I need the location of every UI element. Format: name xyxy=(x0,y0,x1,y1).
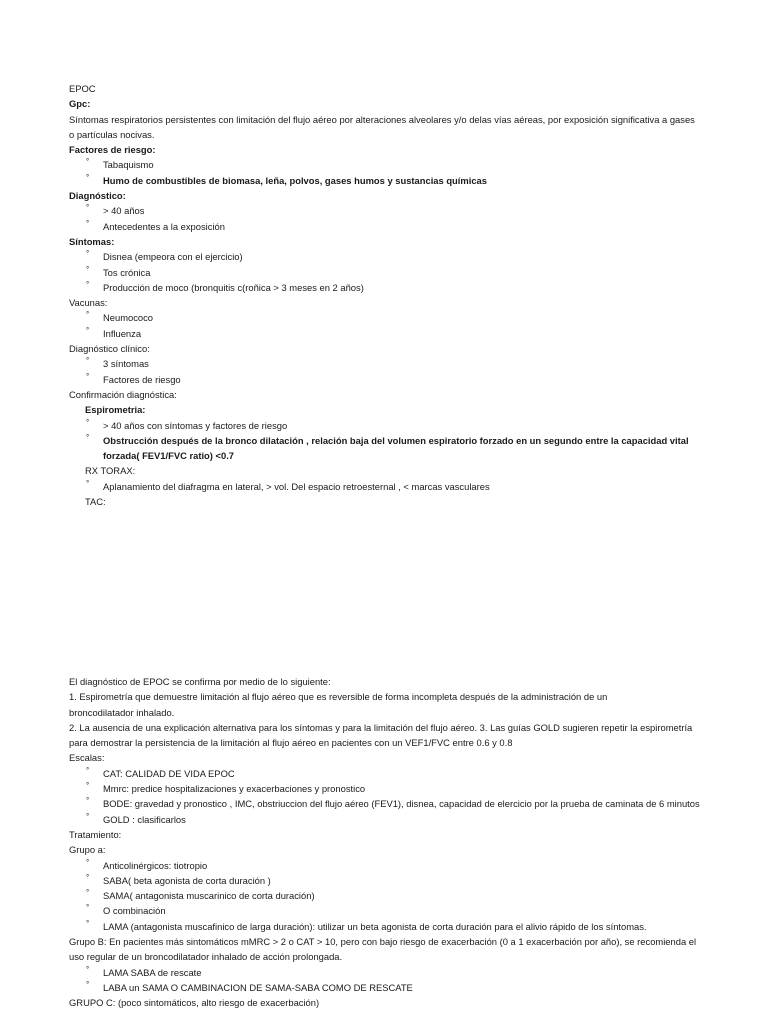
list-item: ° Mmrc: predice hospitalizaciones y exacerbaciones y pronostico xyxy=(69,781,709,796)
bullet-icon: ° xyxy=(86,157,90,167)
bullet-icon: ° xyxy=(86,249,90,259)
spirometry-heading: Espirometria: xyxy=(85,404,146,416)
bullet-icon: ° xyxy=(86,781,90,791)
list-item: ° Neumococo xyxy=(69,310,709,325)
rx-heading: RX TORAX: xyxy=(85,465,136,477)
doc-title: EPOC xyxy=(69,83,96,94)
bullet-icon: ° xyxy=(86,203,90,213)
list-item: ° Antecedentes a la exposición xyxy=(69,219,709,234)
bullet-icon: ° xyxy=(86,432,90,442)
gpc-label: Gpc: xyxy=(69,98,91,110)
bullet-icon: ° xyxy=(86,218,90,228)
treatment-heading: Tratamiento: xyxy=(69,828,122,840)
group-a-heading: Grupo a: xyxy=(69,844,106,856)
risk-heading: Factores de riesgo: xyxy=(69,144,156,156)
vaccines-heading: Vacunas: xyxy=(69,297,108,309)
bullet-icon: ° xyxy=(86,478,90,488)
bullet-icon: ° xyxy=(86,417,90,427)
section-epoc xyxy=(69,81,709,509)
bullet-icon: ° xyxy=(86,903,90,913)
list-item: ° LAMA SABA de rescate xyxy=(69,965,709,980)
confirmation-heading: Confirmación diagnóstica: xyxy=(69,388,177,400)
paragraph: 1. Espirometría que demuestre limitación al flujo aéreo que es reversible de forma incompleta después de la administración de un broncodilatador inhalado. xyxy=(69,691,608,718)
list-item: ° Obstrucción después de la bronco dilatación , relación baja del volumen espiratorio forzado en un segundo entre la capacidad vital forzada( FEV1/FVC ratio) <0.7 xyxy=(69,433,703,464)
bullet-icon: ° xyxy=(86,811,90,821)
list-item: ° Humo de combustibles de biomasa, leña, polvos, gases humos y sustancias químicas xyxy=(69,173,709,188)
list-item: ° O combinación xyxy=(69,903,709,918)
bullet-icon: ° xyxy=(86,310,90,320)
bullet-icon: ° xyxy=(86,918,90,928)
list-item: ° Aplanamiento del diafragma en lateral, > vol. Del espacio retroesternal , < marcas vasculares xyxy=(69,479,709,494)
bullet-icon: ° xyxy=(86,172,90,182)
list-item: ° Disnea (empeora con el ejercicio) xyxy=(69,249,709,264)
list-item: ° Producción de moco (bronquitis c(roñica > 3 meses en 2 años) xyxy=(69,280,709,295)
bullet-icon: ° xyxy=(86,857,90,867)
group-b-paragraph: Grupo B: En pacientes más sintomáticos mMRC > 2 o CAT > 10, pero con bajo riesgo de exacerbación (0 a 1 exacerbación por año), se recomienda el uso regular de un broncodilatador inhalado de acción prolongada. xyxy=(69,936,697,963)
list-item: ° CAT: CALIDAD DE VIDA EPOC xyxy=(69,766,709,781)
symptoms-heading: Síntomas: xyxy=(69,235,115,247)
bullet-icon: ° xyxy=(86,264,90,274)
bullet-icon: ° xyxy=(86,888,90,898)
bullet-icon: ° xyxy=(86,325,90,335)
confirmation-intro: El diagnóstico de EPOC se confirma por medio de lo siguiente: xyxy=(69,676,331,687)
clinical-diagnosis-heading: Diagnóstico clínico: xyxy=(69,343,150,355)
list-item: ° Anticolinérgicos: tiotropio xyxy=(69,858,709,873)
list-item: ° > 40 años con síntomas y factores de riesgo xyxy=(69,418,709,433)
bullet-icon: ° xyxy=(86,371,90,381)
list-item: ° SAMA( antagonista muscarinico de corta duración) xyxy=(69,888,709,903)
list-item: ° Influenza xyxy=(69,326,709,341)
list-item: ° BODE: gravedad y pronostico , IMC, obstriuccion del flujo aéreo (FEV1), disnea, capacidad de elercicio por la prueba de caminata de 6 minutos xyxy=(69,796,723,811)
section-diagnosis-confirmation xyxy=(69,674,709,1011)
list-item: ° Factores de riesgo xyxy=(69,372,709,387)
bullet-icon: ° xyxy=(86,279,90,289)
scales-heading: Escalas: xyxy=(69,752,105,764)
bullet-icon: ° xyxy=(86,964,90,974)
list-item: ° SABA( beta agonista de corta duración ) xyxy=(69,873,709,888)
list-item: ° Tos crónica xyxy=(69,265,709,280)
list-item: ° LAMA (antagonista muscafinico de larga duración): utilizar un beta agonista de corta duración para el alivio rápido de los síntomas. xyxy=(69,919,709,934)
list-item: ° 3 síntomas xyxy=(69,356,709,371)
gpc-text: Síntomas respiratorios persistentes con limitación del flujo aéreo por alteraciones alveolares y/o delas vías aéreas, por exposición significativa a gases o partículas nocivas. xyxy=(69,113,695,140)
list-item: ° > 40 años xyxy=(69,203,709,218)
bullet-icon: ° xyxy=(86,979,90,989)
tac-heading: TAC: xyxy=(85,496,106,508)
list-item: ° GOLD : clasificarlos xyxy=(69,812,709,827)
bullet-icon: ° xyxy=(86,765,90,775)
list-item: ° Tabaquismo xyxy=(69,157,709,172)
bullet-icon: ° xyxy=(86,796,90,806)
paragraph: 2. La ausencia de una explicación alternativa para los síntomas y para la limitación del flujo aéreo. 3. Las guías GOLD sugieren repetir la espirometría para demostrar la persistencia de la limitación al flujo aéreo en pacientes con un VEF1/FVC entre 0.6 y 0.8 xyxy=(69,721,693,749)
list-item: ° LABA un SAMA O CAMBINACION DE SAMA-SABA COMO DE RESCATE xyxy=(69,980,709,995)
diagnosis-heading: Diagnóstico: xyxy=(69,190,126,202)
group-c-heading: GRUPO C: (poco sintomáticos, alto riesgo de exacerbación) xyxy=(69,997,320,1009)
bullet-icon: ° xyxy=(86,356,90,366)
bullet-icon: ° xyxy=(86,872,90,882)
